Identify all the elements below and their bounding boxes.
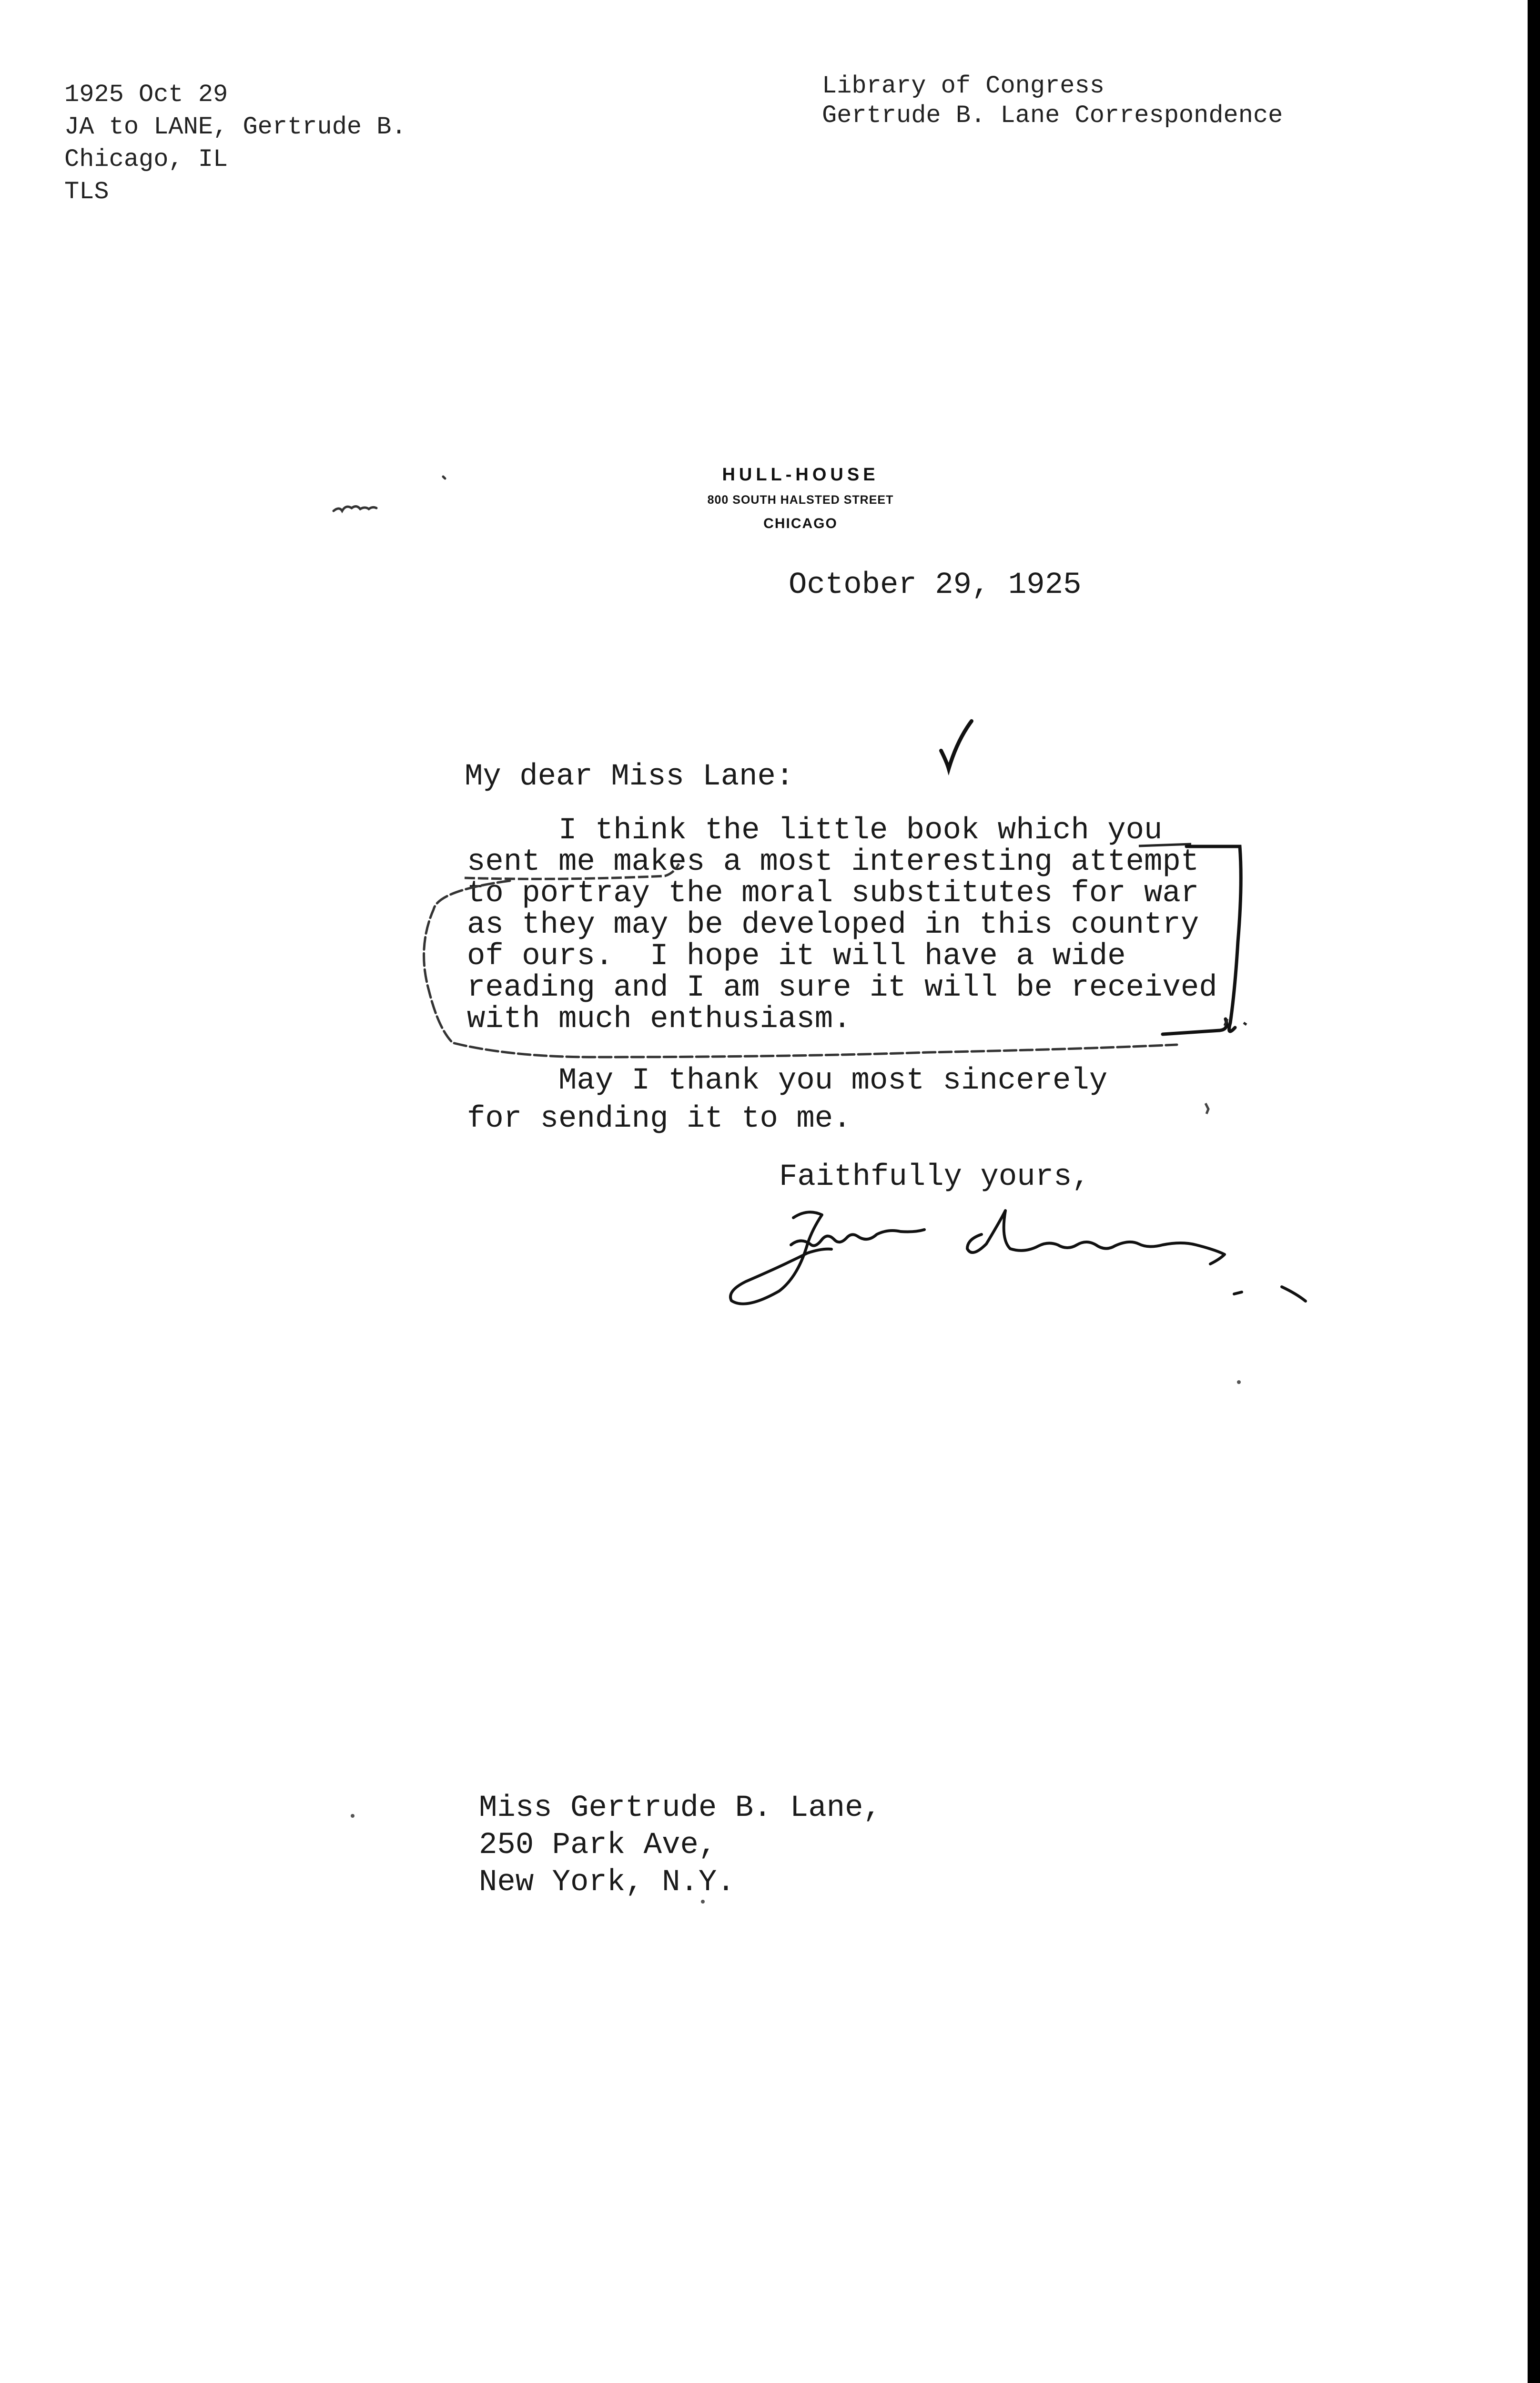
signature: [730, 1211, 1306, 1304]
archive-citation: 1925 Oct 29 JA to LANE, Gertrude B. Chicago, IL TLS: [64, 81, 406, 206]
bracket-right: [1163, 846, 1241, 1034]
letterhead-street: 800 SOUTH HALSTED STREET: [707, 493, 894, 507]
letterhead-city: CHICAGO: [763, 516, 838, 531]
letter-paragraph-1: I think the little book which you sent me makes a most interesting attempt to portray the moral substitutes for war as they may be developed in this country of ours. I hope it will have a wide reading and I am sure it will be received with much enthusiasm.: [467, 814, 1217, 1037]
stray-mark: [1206, 1103, 1208, 1114]
underline-sent-me-makes: [465, 864, 679, 879]
salutation: My dear Miss Lane:: [465, 760, 794, 794]
scribble-mark: [334, 477, 445, 511]
bracket-left: [424, 881, 1177, 1057]
letter-date: October 29, 1925: [789, 568, 1082, 602]
underline-you: [1139, 844, 1191, 846]
archive-source: Library of Congress Gertrude B. Lane Correspondence: [822, 72, 1283, 130]
speck: [1237, 1380, 1241, 1384]
speck: [701, 1900, 705, 1904]
speck: [351, 1814, 355, 1818]
check-mark: [941, 721, 972, 769]
recipient-address: Miss Gertrude B. Lane, 250 Park Ave, New York, N.Y.: [479, 1791, 881, 1900]
letterhead-name: HULL-HOUSE: [722, 465, 879, 485]
letter-closing: Faithfully yours,: [779, 1160, 1090, 1194]
letter-paragraph-2: May I thank you most sincerely for sending it to me.: [467, 1064, 1108, 1136]
